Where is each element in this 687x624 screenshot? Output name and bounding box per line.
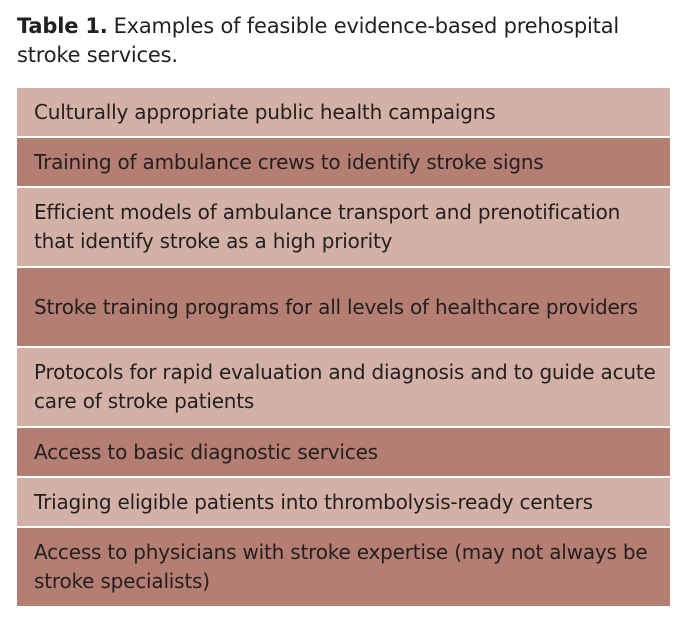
table-label: Table 1.	[17, 14, 108, 38]
table-row	[17, 138, 670, 188]
table-row	[17, 348, 670, 428]
table-row	[17, 428, 670, 478]
table-cell: Protocols for rapid evaluation and diagnosis and to guide acute care of stroke patients	[34, 360, 656, 413]
table-row	[17, 268, 670, 348]
table-cell: Triaging eligible patients into thrombolysis-ready centers	[34, 489, 593, 514]
table-row	[17, 188, 670, 268]
table-cell: Training of ambulance crews to identify stroke signs	[34, 149, 544, 174]
stroke-services-table	[17, 88, 670, 608]
table-cell: Culturally appropriate public health campaigns	[34, 99, 496, 124]
table-row	[17, 528, 670, 608]
table-caption	[17, 12, 657, 70]
table-row	[17, 88, 670, 138]
table-cell: Access to basic diagnostic services	[34, 439, 378, 464]
table-cell: Access to physicians with stroke expertise (may not always be stroke specialists)	[34, 540, 648, 593]
table-cell: Efficient models of ambulance transport and prenotification that identify stroke as a high priority	[34, 200, 621, 253]
table-cell: Stroke training programs for all levels of healthcare providers	[34, 294, 638, 319]
table-caption-text: Examples of feasible evidence-based prehospital stroke services.	[17, 14, 619, 67]
table-row	[17, 478, 670, 528]
